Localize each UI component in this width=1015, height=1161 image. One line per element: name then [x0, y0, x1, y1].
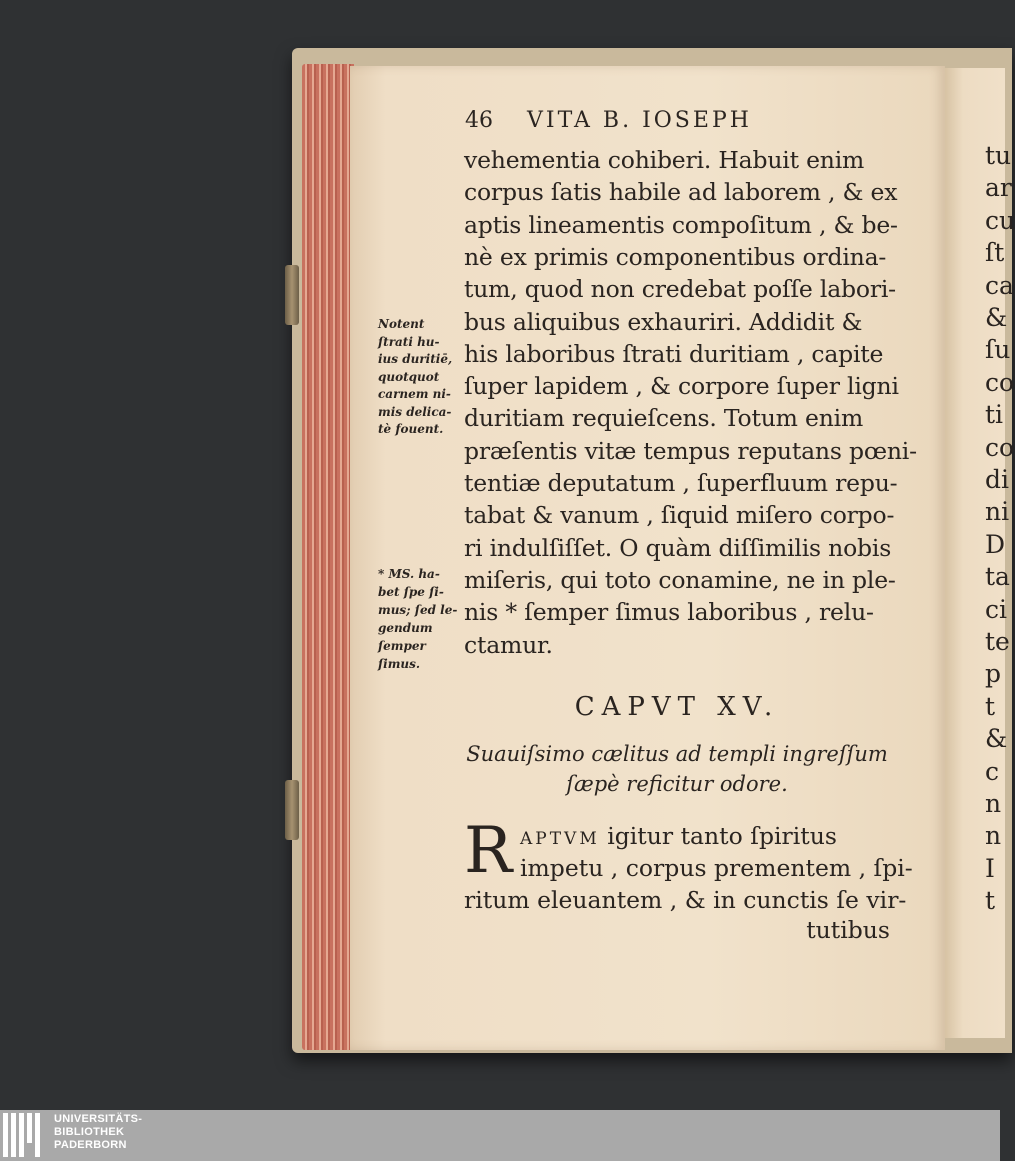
chapter-subtitle-line: Suauiſsimo cælitus ad templi ingreſſum	[466, 742, 888, 766]
logo-line: BIBLIOTHEK	[54, 1126, 125, 1138]
next-page-line: ſt	[985, 238, 1005, 268]
running-head-title: VITA B. IOSEPH	[527, 108, 752, 133]
next-page-line: &	[985, 724, 1008, 754]
running-head	[465, 108, 752, 142]
next-page-line: ta	[985, 562, 1010, 592]
next-page-line: ar	[985, 173, 1012, 203]
margin-note-line: Notent	[378, 317, 425, 331]
margin-note-line: gendum	[378, 621, 433, 635]
clasp-icon	[285, 780, 299, 840]
left-page	[350, 66, 945, 1050]
library-logo-icon	[3, 1113, 47, 1157]
next-page-line: ca	[985, 270, 1014, 300]
next-page-line: n	[985, 789, 1002, 818]
next-page-line: p	[985, 659, 1002, 689]
margin-note-line: ius duritiē,	[378, 352, 453, 366]
chapter-title: CAPVT XV.	[574, 692, 780, 722]
margin-note-line: * MS. ha-	[378, 567, 440, 581]
paragraph-line: impetu , corpus prementem , ſpi-	[520, 854, 913, 882]
logo-line: PADERBORN	[54, 1139, 127, 1151]
next-page-line: tu	[985, 141, 1012, 170]
opening-word: APTVM	[520, 829, 600, 849]
margin-note-line: tè fouent.	[378, 422, 444, 436]
paragraph-line-text: igitur tanto ſpiritus	[607, 822, 837, 850]
chapter-subtitle-line: ſæpè reficitur odore.	[566, 772, 788, 796]
next-page-line: ni	[985, 497, 1010, 527]
body-line: miſeris, qui toto conamine, ne in ple-	[464, 565, 896, 594]
body-line: tentiæ deputatum , ſuperfluum repu-	[464, 469, 898, 497]
next-page-line: cu	[985, 205, 1015, 235]
body-line: ctamur.	[464, 630, 553, 659]
body-line: vehementia cohiberi. Habuit enim	[464, 146, 865, 174]
logo-line: UNIVERSITÄTS-	[54, 1113, 143, 1125]
next-page-line: ti	[985, 400, 1004, 430]
margin-note-line: ſemper	[378, 639, 426, 653]
catchword: tutibus	[806, 916, 890, 944]
body-line: tum, quod non credebat poſſe labori-	[464, 275, 896, 304]
next-page-line: t	[985, 886, 996, 916]
margin-note-line: ſtrati hu-	[378, 334, 440, 349]
body-line: præſentis vitæ tempus reputans pœni-	[464, 436, 917, 465]
body-line: bus aliquibus exhauriri. Addidit &	[464, 307, 863, 336]
next-page-line: ſu	[985, 335, 1011, 365]
body-line: corpus ſatis habile ad laborem , & ex	[464, 178, 898, 207]
drop-cap: R	[464, 814, 513, 888]
margin-note-line: quotquot	[378, 369, 440, 384]
body-line: nè ex primis componentibus ordina-	[464, 242, 887, 271]
paragraph-line	[520, 820, 837, 852]
margin-note-line: mus; ſed le-	[378, 603, 458, 617]
next-page-line: I	[985, 853, 995, 883]
clasp-icon	[285, 265, 299, 325]
next-page-line: di	[985, 465, 1009, 494]
next-page-line: t	[985, 691, 996, 721]
body-line: ri indulſiſſet. O quàm diſſimilis nobis	[464, 533, 892, 562]
body-line: his laboribus ſtrati duritiam , capite	[464, 339, 884, 368]
footer-bar	[0, 1110, 1000, 1161]
page-edges	[302, 64, 354, 1050]
margin-note-line: ſimus.	[378, 657, 421, 671]
body-line: ſuper lapidem , & corpore ſuper ligni	[464, 372, 899, 401]
margin-note-line: bet ſpe ſi-	[378, 585, 444, 599]
next-page-line: &	[985, 303, 1008, 332]
next-page-line: n	[985, 821, 1002, 851]
body-line: duritiam requieſcens. Totum enim	[464, 404, 864, 433]
page-number: 46	[465, 108, 493, 133]
margin-note-line: mis delica-	[378, 404, 452, 419]
next-page-line: ci	[985, 594, 1007, 624]
paragraph-line: ritum eleuantem , & in cunctis ſe vir-	[464, 886, 907, 914]
margin-note-line: carnem ni-	[378, 387, 451, 401]
next-page-line: co	[985, 367, 1015, 397]
right-page-fragment	[945, 68, 1015, 1038]
next-page-line: te	[985, 627, 1010, 656]
next-page-line: co	[985, 432, 1015, 462]
body-line: tabat & vanum , ſiquid miſero corpo-	[464, 501, 895, 530]
body-line: aptis lineamentis compoſitum , & be-	[464, 210, 898, 239]
library-logo-text	[54, 1113, 142, 1152]
next-page-line: c	[985, 756, 1000, 786]
body-line: nis * ſemper ſimus laboribus , relu-	[464, 598, 874, 627]
next-page-line: D	[985, 529, 1006, 559]
